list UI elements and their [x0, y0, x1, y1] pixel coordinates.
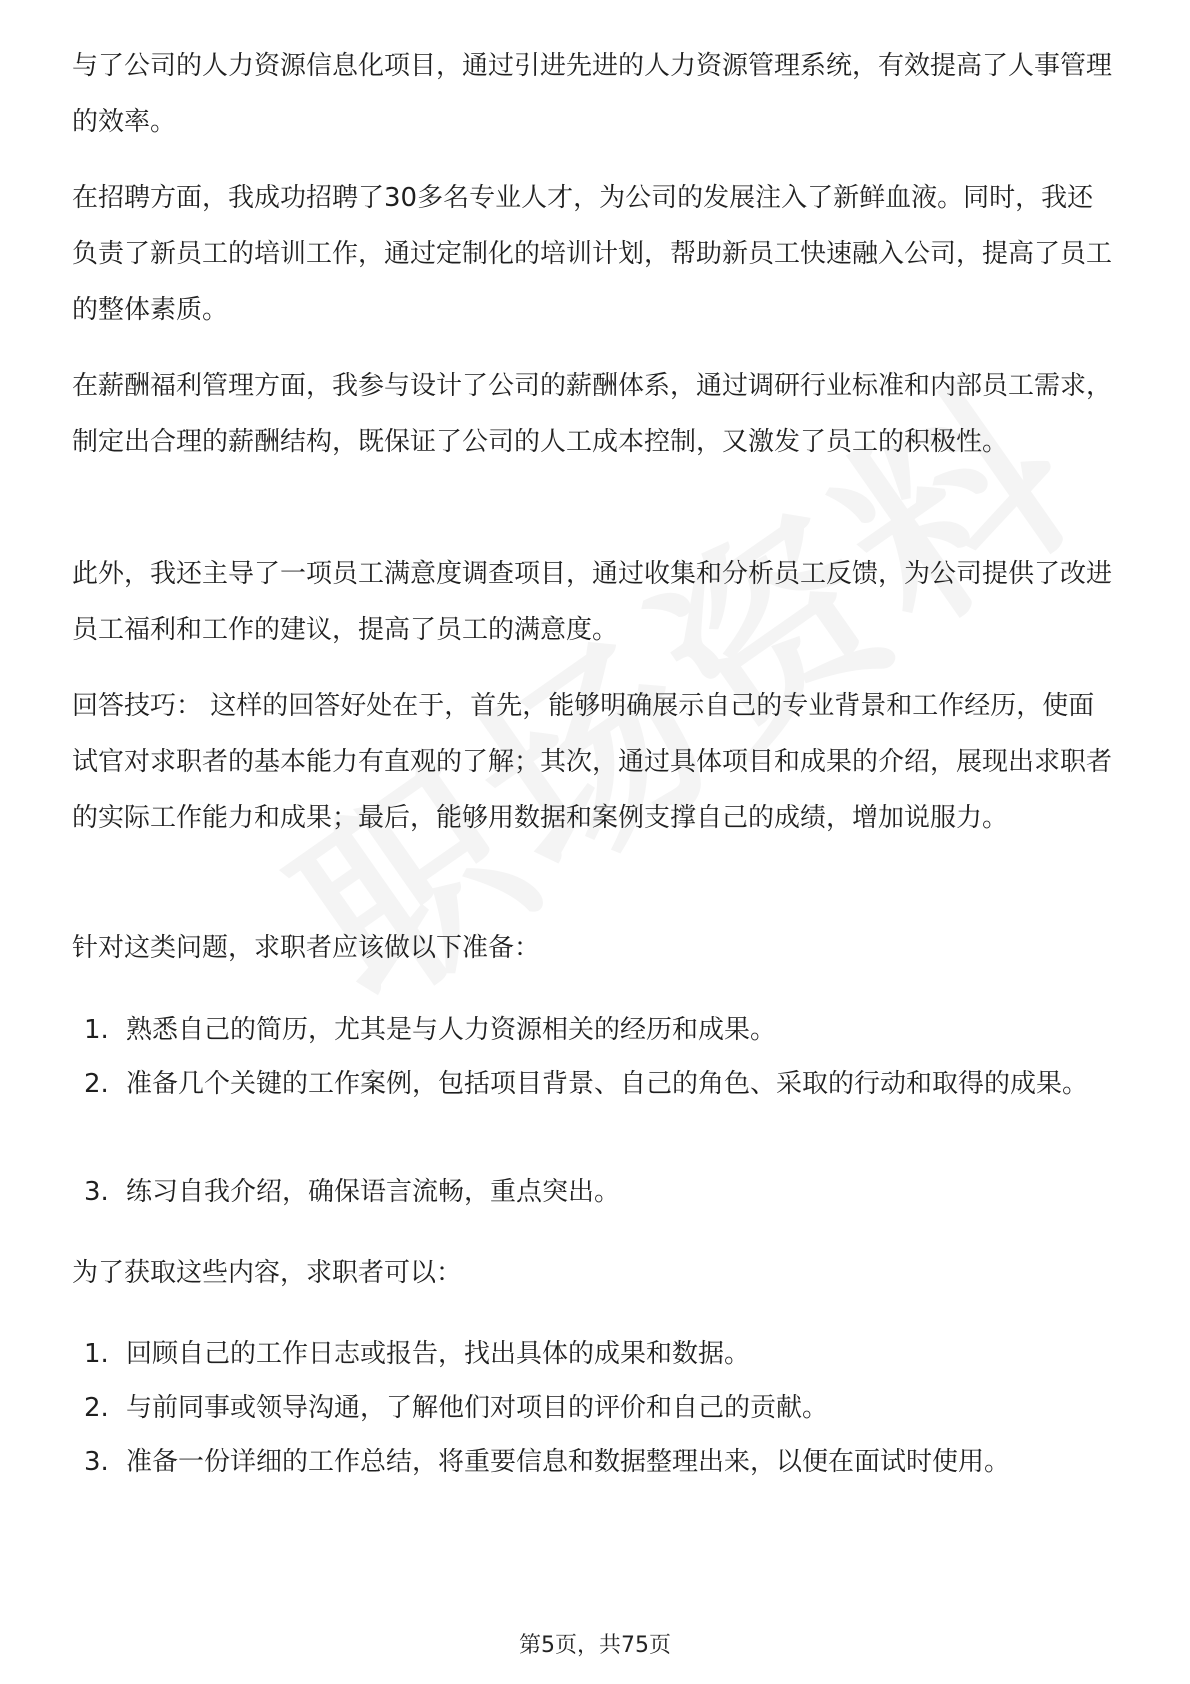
list-item [72, 1326, 1118, 1382]
list-text: 准备一份详细的工作总结，将重要信息和数据整理出来，以便在面试时使用。 [126, 1447, 1011, 1477]
list-number: 2. [84, 1069, 109, 1099]
paragraph-preparation-intro: 针对这类问题，求职者应该做以下准备： [72, 933, 541, 963]
list-number: 1. [84, 1015, 109, 1045]
paragraph-hr-informatization: 与了公司的人力资源信息化项目，通过引进先进的人力资源管理系统，有效提高了人事管理的效率。 [72, 51, 1113, 137]
list-text: 练习自我介绍，确保语言流畅，重点突出。 [126, 1177, 621, 1207]
list-item [72, 1164, 1118, 1220]
paragraph-obtain-intro: 为了获取这些内容，求职者可以： [72, 1258, 463, 1288]
list-number: 3. [84, 1447, 109, 1477]
paragraph-recruitment: 在招聘方面，我成功招聘了30多名专业人才，为公司的发展注入了新鲜血液。同时，我还负责了新员工的培训工作，通过定制化的培训计划，帮助新员工快速融入公司，提高了员工的整体素质。 [72, 183, 1113, 325]
list-number: 3. [84, 1177, 109, 1207]
list-item [72, 1380, 1118, 1436]
list-text: 熟悉自己的简历，尤其是与人力资源相关的经历和成果。 [126, 1015, 777, 1045]
list-text: 准备几个关键的工作案例，包括项目背景、自己的角色、采取的行动和取得的成果。 [126, 1069, 1089, 1099]
list-text: 回顾自己的工作日志或报告，找出具体的成果和数据。 [126, 1339, 751, 1369]
list-number: 2. [84, 1393, 109, 1423]
list-item [72, 1002, 1118, 1058]
list-item [72, 1056, 1118, 1112]
paragraph-satisfaction-survey: 此外，我还主导了一项员工满意度调查项目，通过收集和分析员工反馈，为公司提供了改进员工福利和工作的建议，提高了员工的满意度。 [72, 559, 1113, 645]
list-item [72, 1434, 1118, 1490]
paragraph-compensation: 在薪酬福利管理方面，我参与设计了公司的薪酬体系，通过调研行业标准和内部员工需求，制定出合理的薪酬结构，既保证了公司的人工成本控制，又激发了员工的积极性。 [72, 371, 1113, 457]
list-text: 与前同事或领导沟通，了解他们对项目的评价和自己的贡献。 [126, 1393, 829, 1423]
list-number: 1. [84, 1339, 109, 1369]
page-number-footer: 第5页，共75页 [519, 1633, 671, 1658]
paragraph-answer-tips: 回答技巧： 这样的回答好处在于，首先，能够明确展示自己的专业背景和工作经历，使面试官对求职者的基本能力有直观的了解；其次，通过具体项目和成果的介绍，展现出求职者的实际工作能力和成果；最后，能够用数据和案例支撑自己的成绩，增加说服力。 [72, 691, 1113, 833]
